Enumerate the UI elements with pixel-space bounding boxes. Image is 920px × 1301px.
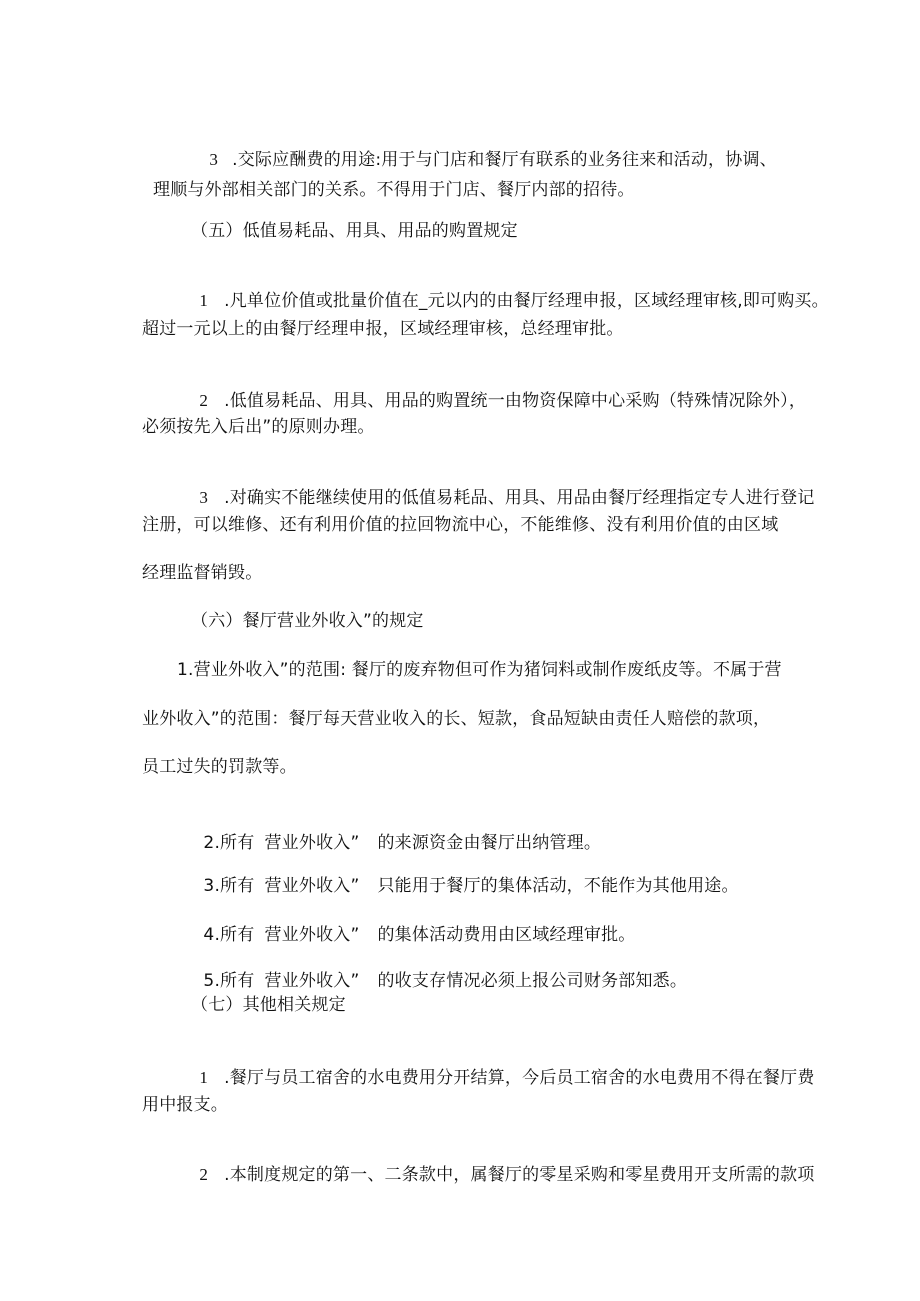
item-prefix: 4.所有 <box>203 925 255 945</box>
item-text: .本制度规定的第一、二条款中，属餐厅的零星采购和零星费用开支所需的款项 <box>224 1165 815 1185</box>
item-text: .餐厅与员工宿舍的水电费用分开结算，今后员工宿舍的水电费用不得在餐厅费 <box>224 1068 815 1088</box>
item-number: 1 <box>199 1068 209 1087</box>
item-text: 的集体活动费用由区域经理审批。 <box>377 925 636 945</box>
item-prefix: 2.所有 <box>203 833 255 853</box>
item-number: 3 <box>209 150 219 169</box>
paragraph-continuation: 用中报支。 <box>142 1095 228 1115</box>
paragraph-continuation: 业外收入”的范围：餐厅每天营业收入的长、短款，食品短缺由责任人赔偿的款项， <box>142 709 771 729</box>
item-quote: 营业外收入” <box>264 833 360 853</box>
paragraph-item-1c <box>177 1045 815 1111</box>
paragraph-continuation: 经理监督销毁。 <box>142 563 263 583</box>
item-number: 2 <box>199 1165 209 1184</box>
paragraph-continuation: 注册，可以维修、还有利用价值的拉回物流中心，不能维修、没有利用价值的由区域 <box>142 515 779 535</box>
item-quote: 营业外收入” <box>264 876 360 896</box>
item-text: 的来源资金由餐厅出纳管理。 <box>377 833 602 853</box>
paragraph-item-2c <box>177 1142 815 1208</box>
item-number: 3 <box>199 488 209 507</box>
section-heading-7: （七）其他相关规定 <box>191 995 346 1015</box>
item-text: .凡单位价值或批量价值在_元以内的由餐厅经理申报，区域经理审核,即可购买。 <box>224 291 829 311</box>
item-quote: 营业外收入” <box>264 971 360 991</box>
item-text: 的收支存情况必须上报公司财务部知悉。 <box>377 971 688 991</box>
item-number: 2 <box>199 391 209 410</box>
paragraph-continuation: 超过一元以上的由餐厅经理申报，区域经理审核，总经理审批。 <box>142 319 624 339</box>
paragraph-continuation: 员工过失的罚款等。 <box>142 757 297 777</box>
item-prefix: 5.所有 <box>203 971 255 991</box>
item-quote: 营业外收入” <box>264 925 360 945</box>
item-text: .对确实不能继续使用的低值易耗品、用具、用品由餐厅经理指定专人进行登记 <box>224 488 815 508</box>
section-heading-6: （六）餐厅营业外收入”的规定 <box>191 611 424 631</box>
paragraph-continuation: 必须按先入后出”的原则办理。 <box>142 417 375 437</box>
item-number: 1 <box>199 291 209 310</box>
item-text: .交际应酬费的用途:用于与门店和餐厅有联系的业务往来和活动，协调、 <box>232 150 777 170</box>
item-text: .低值易耗品、用具、用品的购置统一由物资保障中心采购（特殊情况除外）， <box>224 391 807 411</box>
paragraph-continuation: 理顺与外部相关部门的关系。不得用于门店、餐厅内部的招待。 <box>153 180 635 200</box>
section-heading-5: （五）低值易耗品、用具、用品的购置规定 <box>191 221 518 241</box>
paragraph-item-1b: 1.营业外收入”的范围: 餐厅的废弃物但可作为猪饲料或制作废纸皮等。不属于营 <box>177 660 782 680</box>
item-prefix: 3.所有 <box>203 876 255 896</box>
item-text: 只能用于餐厅的集体活动，不能作为其他用途。 <box>377 876 739 896</box>
